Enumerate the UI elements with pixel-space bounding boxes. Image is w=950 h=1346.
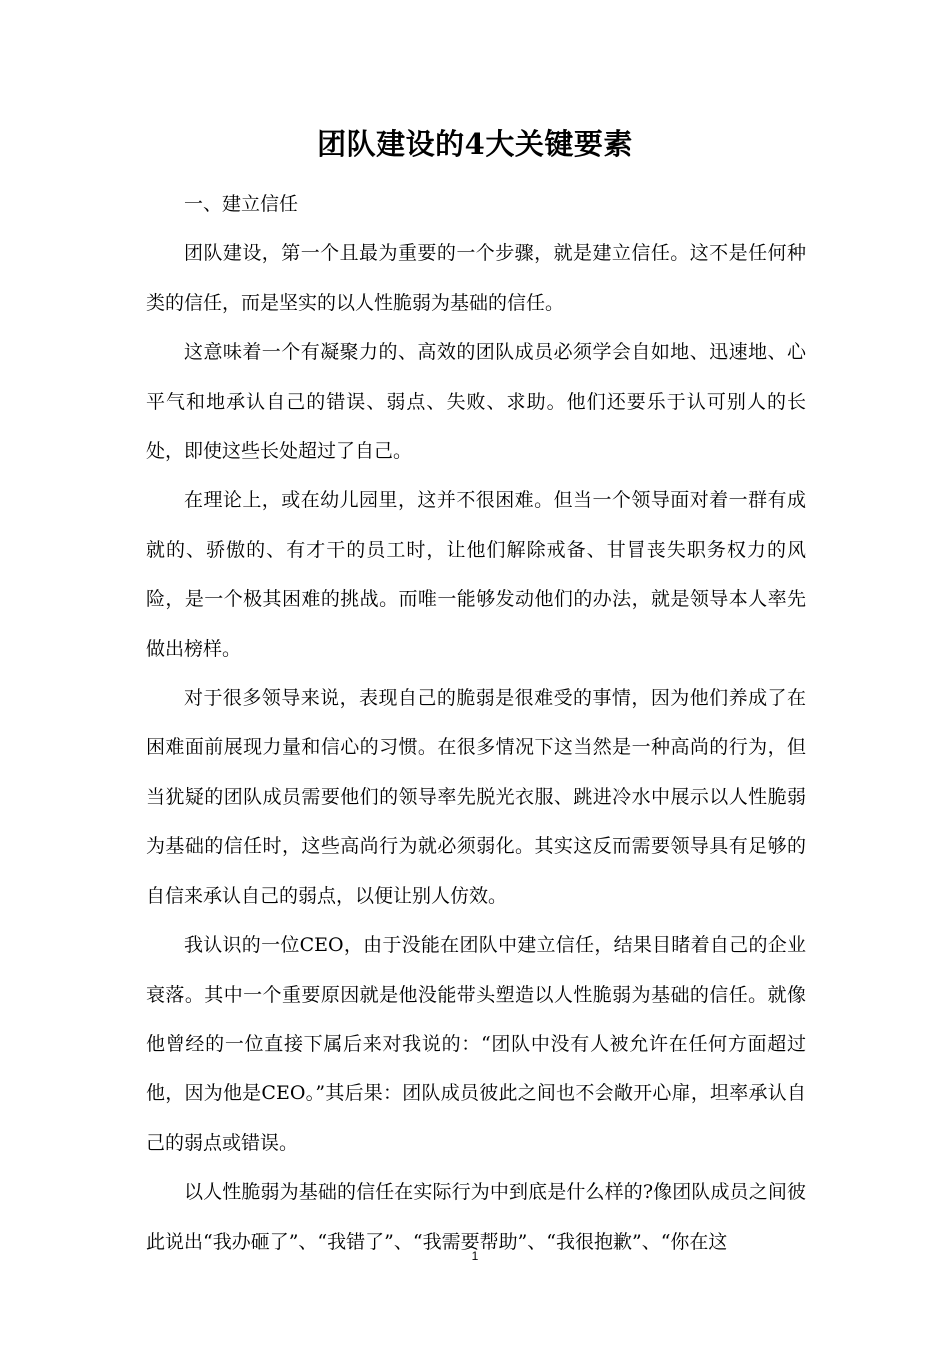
page-number: 1: [471, 1249, 479, 1263]
paragraph: 团队建设，第一个且最为重要的一个步骤，就是建立信任。这不是任何种类的信任，而是坚实的以人性脆弱为基础的信任。: [146, 242, 806, 314]
paragraph: 这意味着一个有凝聚力的、高效的团队成员必须学会自如地、迅速地、心平气和地承认自己的错误、弱点、失败、求助。他们还要乐于认可别人的长处，即使这些长处超过了自己。: [146, 341, 806, 463]
document-title: 团队建设的4大关键要素: [317, 127, 633, 161]
section-heading: 一、建立信任: [184, 193, 299, 215]
paragraph: 以人性脆弱为基础的信任在实际行为中到底是什么样的?像团队成员之间彼此说出“我办砸了”、“我错了”、“我需要帮助”、“我很抱歉”、“你在这: [146, 1181, 806, 1253]
document-body: [146, 180, 806, 1267]
paragraph: 在理论上，或在幼儿园里，这并不很困难。但当一个领导面对着一群有成就的、骄傲的、有才干的员工时，让他们解除戒备、甘冒丧失职务权力的风险，是一个极其困难的挑战。而唯一能够发动他们的办法，就是领导本人率先做出榜样。: [146, 489, 806, 660]
paragraph: 对于很多领导来说，表现自己的脆弱是很难受的事情，因为他们养成了在困难面前展现力量和信心的习惯。在很多情况下这当然是一种高尚的行为，但当犹疑的团队成员需要他们的领导率先脱光衣服、跳进冷水中展示以人性脆弱为基础的信任时，这些高尚行为就必须弱化。其实这反而需要领导具有足够的自信来承认自己的弱点，以便让别人仿效。: [146, 687, 806, 907]
paragraph: 我认识的一位CEO，由于没能在团队中建立信任，结果目睹着自己的企业衰落。其中一个重要原因就是他没能带头塑造以人性脆弱为基础的信任。就像他曾经的一位直接下属后来对我说的：“团队中没有人被允许在任何方面超过他，因为他是CEO。”其后果：团队成员彼此之间也不会敞开心扉，坦率承认自己的弱点或错误。: [146, 934, 806, 1154]
